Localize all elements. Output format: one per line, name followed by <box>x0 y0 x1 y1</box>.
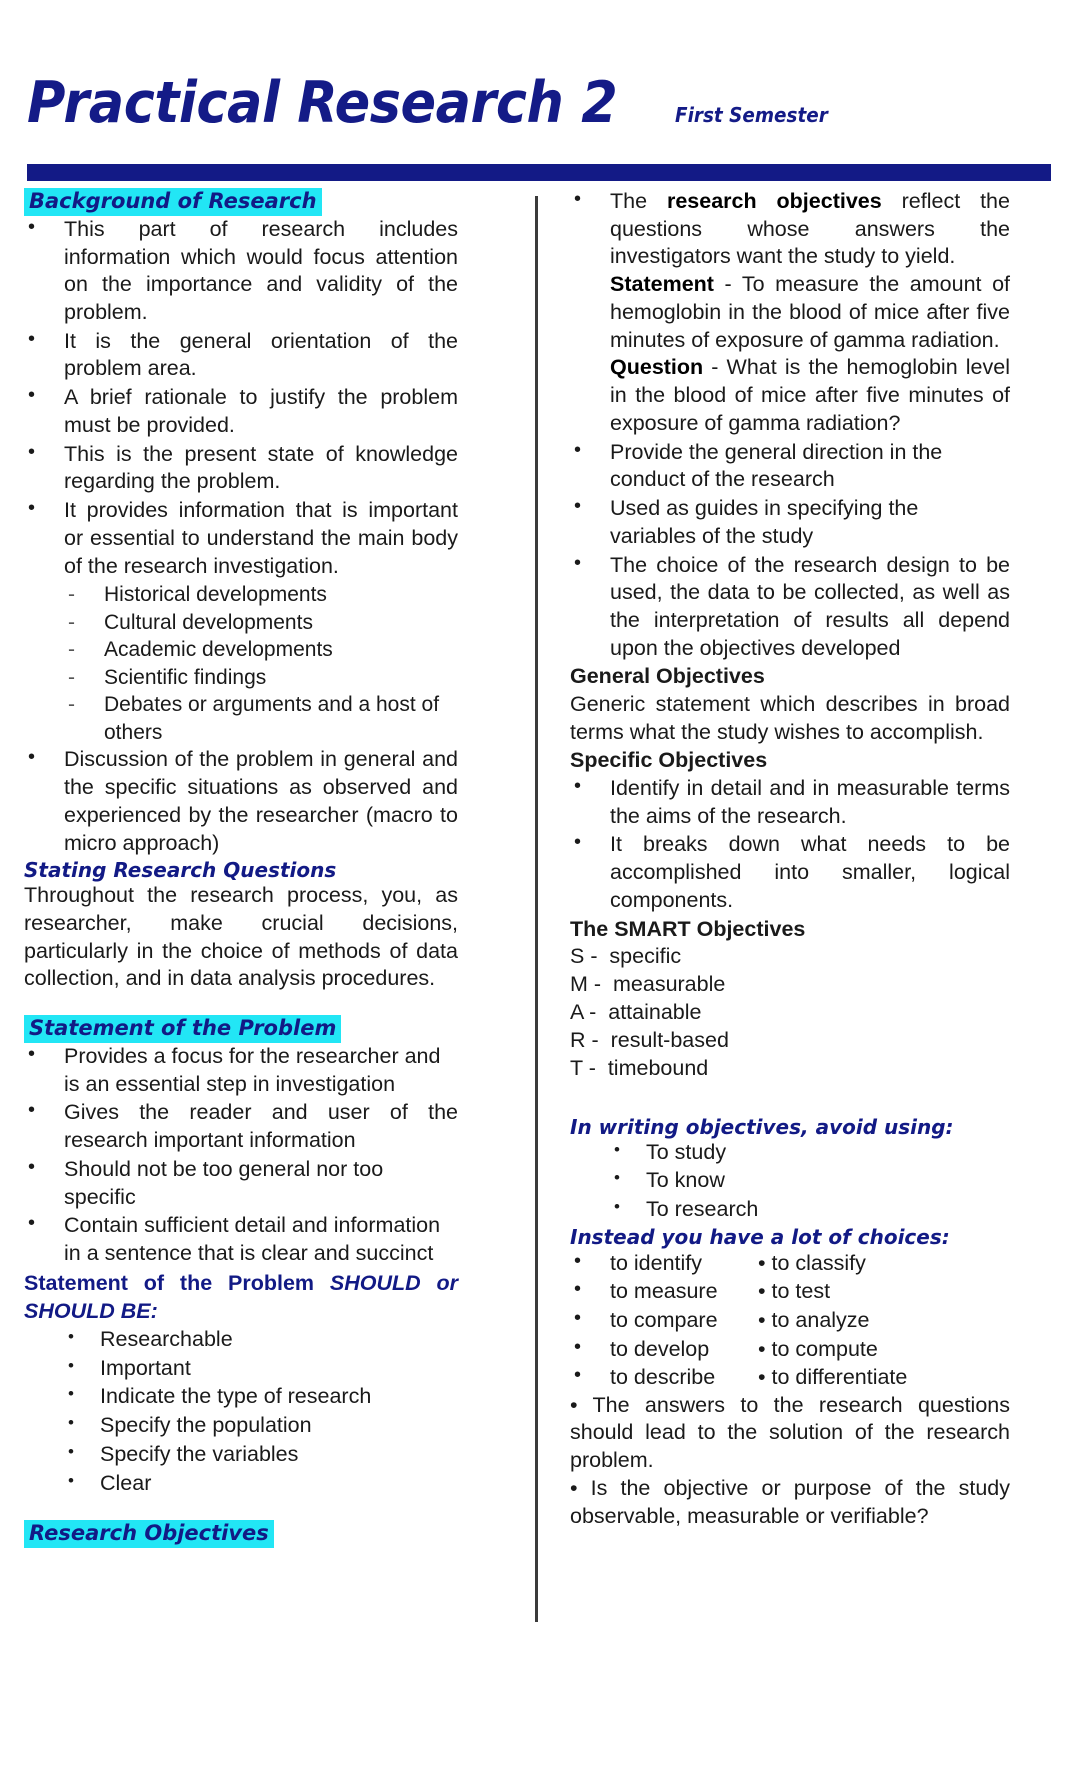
background-bullet-list <box>24 216 458 581</box>
choice-left: to measure <box>610 1279 718 1304</box>
list-item <box>570 1335 1010 1364</box>
statement-text: - To measure the amount of hemoglobin in the blood of mice after five minutes of exposure of gamma radiation. <box>610 272 1010 352</box>
right-column <box>570 188 1010 1530</box>
list-item <box>570 188 1010 438</box>
heading-statement-should-be <box>24 1269 458 1326</box>
list-item <box>570 1249 1010 1278</box>
smart-item: M - measurable <box>570 972 726 997</box>
list-item <box>570 1277 1010 1306</box>
list-item: • It breaks down what needs to be accomplished into smaller, logical components. <box>570 831 1010 914</box>
list-item: • Indicate the type of research <box>66 1383 458 1411</box>
list-item: - Debates or arguments and a host of others <box>64 691 458 746</box>
closing-note: • Is the objective or purpose of the study observable, measurable or verifiable? <box>570 1475 1010 1528</box>
column-divider <box>535 196 538 1622</box>
list-item: • Identify in detail and in measurable terms the aims of the research. <box>570 775 1010 830</box>
objectives-text-bold: research objectives <box>666 189 882 213</box>
list-item: - Scientific findings <box>64 664 458 692</box>
document-header <box>0 70 1080 182</box>
list-item: • To research <box>612 1196 1010 1224</box>
stating-research-questions-paragraph: Throughout the research process, you, as researcher, make crucial decisions, particularly in the choice of methods of data collection, and in data analysis procedures. <box>24 883 458 991</box>
statement-bullet-list <box>24 1043 458 1268</box>
choice-right: • to analyze <box>758 1307 870 1332</box>
heading-background-of-research: Background of Research <box>24 188 322 216</box>
should-be-list <box>24 1326 458 1497</box>
heading-statement-of-the-problem: Statement of the Problem <box>24 1015 341 1043</box>
list-item: • Should not be too general nor too specific <box>24 1156 458 1211</box>
choice-right: • to compute <box>758 1336 878 1361</box>
general-objectives-paragraph: Generic statement which describes in broad terms what the study wishes to accomplish. <box>570 692 1010 745</box>
question-label: Question <box>610 355 704 380</box>
list-item: • Clear <box>66 1470 458 1498</box>
heading-specific-objectives: Specific Objectives <box>570 747 768 772</box>
list-item: • Provide the general direction in the conduct of the research <box>570 439 1010 494</box>
avoid-list <box>570 1139 1010 1224</box>
list-item: • Specify the population <box>66 1412 458 1440</box>
objectives-text-pre: The <box>610 189 667 213</box>
list-item <box>570 1306 1010 1335</box>
list-item: • Provides a focus for the researcher and is an essential step in investigation <box>24 1043 458 1098</box>
choice-left: to develop <box>610 1336 710 1361</box>
list-item: • A brief rationale to justify the problem must be provided. <box>24 384 458 439</box>
choice-left: to describe <box>610 1365 716 1390</box>
choice-left: to compare <box>610 1307 718 1332</box>
header-rule-bar <box>27 164 1051 181</box>
list-item: - Cultural developments <box>64 609 458 637</box>
smart-item: R - result-based <box>570 1027 729 1052</box>
question-text: - What is the hemoglobin level in the blood of mice after five minutes of exposure of gamma radiation? <box>610 355 1010 435</box>
heading-smart-objectives: The SMART Objectives <box>570 916 806 941</box>
page-subtitle: First Semester <box>674 103 828 127</box>
list-item: • To know <box>612 1167 1010 1195</box>
list-item: • This is the present state of knowledge regarding the problem. <box>24 441 458 496</box>
research-objectives-intro-list <box>570 188 1010 662</box>
choices-list <box>570 1249 1010 1392</box>
list-item: • Discussion of the problem in general and the specific situations as observed and experienced by the researcher (macro to micro approach) <box>24 746 458 857</box>
heading-avoid-using: In writing objectives, avoid using: <box>570 1114 954 1139</box>
list-item: • The choice of the research design to be used, the data to be collected, as well as the interpretation of results all depend upon the objectives developed <box>570 552 1010 663</box>
background-final-bullet <box>24 746 458 857</box>
heading-research-objectives: Research Objectives <box>24 1520 274 1548</box>
heading-should-plain: Statement of the Problem <box>24 1270 330 1295</box>
list-item: - Historical developments <box>64 581 458 609</box>
choice-right: • to differentiate <box>758 1365 908 1390</box>
heading-general-objectives: General Objectives <box>570 664 765 689</box>
list-item: • Important <box>66 1355 458 1383</box>
smart-item: S - specific <box>570 944 682 969</box>
objectives-text-post: reflect the questions whose answers the investigators want the study to yield. <box>610 189 1010 269</box>
choice-right: • to test <box>758 1279 831 1304</box>
title-row <box>27 70 841 136</box>
choice-right: • to classify <box>758 1250 866 1275</box>
smart-item: T - timebound <box>570 1055 709 1080</box>
list-item: • Used as guides in specifying the variables of the study <box>570 495 1010 550</box>
list-item <box>570 1363 1010 1392</box>
list-item: • Gives the reader and user of the research important information <box>24 1099 458 1154</box>
choice-left: to identify <box>610 1250 703 1275</box>
left-column <box>24 188 458 1548</box>
list-item: • It is the general orientation of the problem area. <box>24 328 458 383</box>
heading-instead-choices: Instead you have a lot of choices: <box>570 1224 950 1249</box>
list-item: • Researchable <box>66 1326 458 1354</box>
closing-note: • The answers to the research questions should lead to the solution of the research problem. <box>570 1392 1010 1473</box>
list-item: - Academic developments <box>64 636 458 664</box>
background-sub-list <box>24 581 458 746</box>
list-item: • To study <box>612 1139 1010 1167</box>
smart-item: A - attainable <box>570 1000 702 1025</box>
heading-stating-research-questions: Stating Research Questions <box>24 858 337 883</box>
list-item: • Specify the variables <box>66 1441 458 1469</box>
specific-objectives-list <box>570 775 1010 915</box>
list-item: • Contain sufficient detail and information in a sentence that is clear and succinct <box>24 1212 458 1267</box>
statement-label: Statement <box>610 272 714 297</box>
list-item: • This part of research includes information which would focus attention on the importance and validity of the problem. <box>24 216 458 327</box>
list-item: • It provides information that is important or essential to understand the main body of the research investigation. <box>24 497 458 580</box>
page-title: Practical Research 2 <box>27 70 618 136</box>
heading-should-italic: SHOULD or SHOULD BE: <box>24 1270 458 1324</box>
